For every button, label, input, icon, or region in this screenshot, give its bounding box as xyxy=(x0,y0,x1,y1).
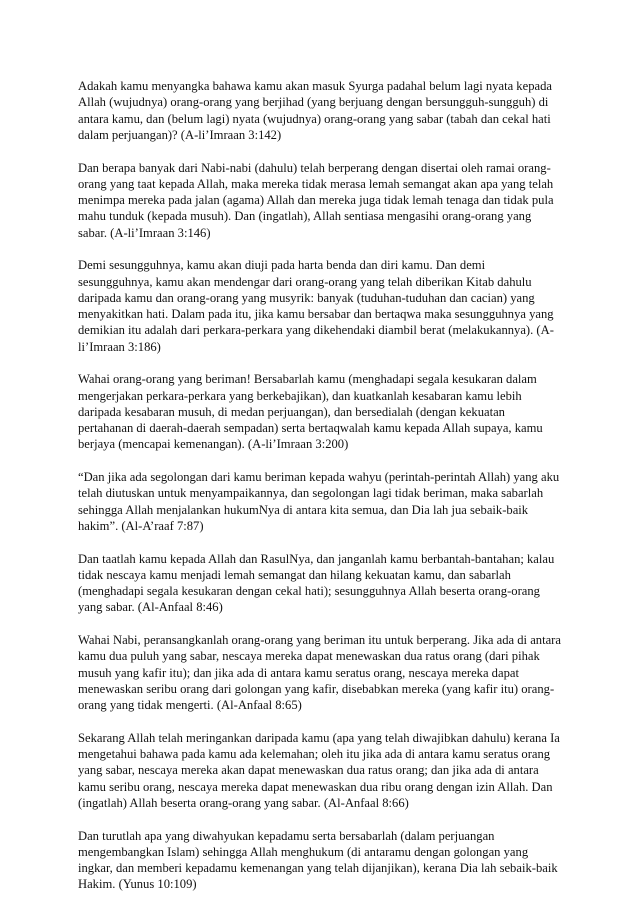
verse-paragraph-7: Wahai Nabi, peransangkanlah orang-orang yang beriman itu untuk berperang. Jika ada di antara kamu dua puluh yang sabar, nescaya mereka dapat menewaskan dua ratus orang (dari pihak musuh yang kafir itu); dan jika ada di antara kamu seratus orang, nescaya mereka dapat menewaskan seribu orang dari golongan yang kafir, disebabkan mereka (yang kafir itu) orang-orang yang tidak mengerti. (Al-Anfaal 8:65) xyxy=(78,633,561,712)
verse-paragraph-4: Wahai orang-orang yang beriman! Bersabarlah kamu (menghadapi segala kesukaran dalam mengerjakan perkara-perkara yang berkebajikan), dan kuatkanlah kesabaran kamu lebih daripada kesabaran musuh, di medan perjuangan), dan bersedialah (dengan kekuatan pertahanan di daerah-daerah sempadan) serta bertaqwalah kamu kepada Allah supaya, kamu berjaya (mencapai kemenangan). (A-li’Imraan 3:200) xyxy=(78,372,543,452)
verse-paragraph-8: Sekarang Allah telah meringankan daripada kamu (apa yang telah diwajibkan dahulu) kerana Ia mengetahui bahawa pada kamu ada kelemahan; oleh itu jika ada di antara kamu seratus orang yang sabar, nescaya mereka akan dapat menewaskan dua ratus orang; dan jika ada di antara kamu seribu orang, nescaya mereka dapat menewaskan dua ribu orang dengan izin Allah. Dan (ingatlah) Allah beserta orang-orang yang sabar. (Al-Anfaal 8:66) xyxy=(78,730,560,810)
verse-paragraph-3: Demi sesungguhnya, kamu akan diuji pada harta benda dan diri kamu. Dan demi sesungguhnya, kamu akan mendengar dari orang-orang yang telah diberikan Kitab dahulu daripada kamu dan orang-orang yang musyrik: banyak (tuduhan-tuduhan dan cacian) yang menyakitkan hati. Dalam pada itu, jika kamu bersabar dan bertaqwa maka sesungguhnya yang demikian itu adalah dari perkara-perkara yang dikehendaki diambil berat (melakukannya). (A-li’Imraan 3:186) xyxy=(78,258,554,354)
document-page xyxy=(78,78,562,909)
verse-paragraph-5: “Dan jika ada segolongan dari kamu beriman kepada wahyu (perintah-perintah Allah) yang aku telah diutuskan untuk menyampaikannya, dan segolongan lagi tidak beriman, maka sabarlah sehingga Allah menjalankan hukumNya di antara kita semua, dan Dia lah jua sebaik-baik hakim”. (Al-A’raaf 7:87) xyxy=(78,470,560,533)
verse-paragraph-9: Dan turutlah apa yang diwahyukan kepadamu serta bersabarlah (dalam perjuangan mengembangkan Islam) sehingga Allah menghukum (di antaramu dengan golongan yang ingkar, dan memberi kepadamu kemenangan yang telah dijanjikan), kerana Dia lah sebaik-baik Hakim. (Yunus 10:109) xyxy=(78,828,558,892)
verse-paragraph-2: Dan berapa banyak dari Nabi-nabi (dahulu) telah berperang dengan disertai oleh ramai orang-orang yang taat kepada Allah, maka mereka tidak merasa lemah semangat akan apa yang telah menimpa mereka pada jalan (agama) Allah dan mereka juga tidak lemah tenaga dan tidak pula mahu tunduk (kepada musuh). Dan (ingatlah), Allah sentiasa mengasihi orang-orang yang sabar. (A-li’Imraan 3:146) xyxy=(78,160,554,240)
verse-paragraph-1: Adakah kamu menyangka bahawa kamu akan masuk Syurga padahal belum lagi nyata kepada Allah (wujudnya) orang-orang yang berjihad (yang berjuang dengan bersungguh-sungguh) di antara kamu, dan (belum lagi) nyata (wujudnya) orang-orang yang sabar (tabah dan cekal hati dalam perjuangan)? (A-li’Imraan 3:142) xyxy=(78,79,552,142)
verse-paragraph-6: Dan taatlah kamu kepada Allah dan RasulNya, dan janganlah kamu berbantah-bantahan; kalau tidak nescaya kamu menjadi lemah semangat dan hilang kekuatan kamu, dan sabarlah (menghadapi segala kesukaran dengan cekal hati); sesungguhnya Allah beserta orang-orang yang sabar. (Al-Anfaal 8:46) xyxy=(78,551,555,615)
